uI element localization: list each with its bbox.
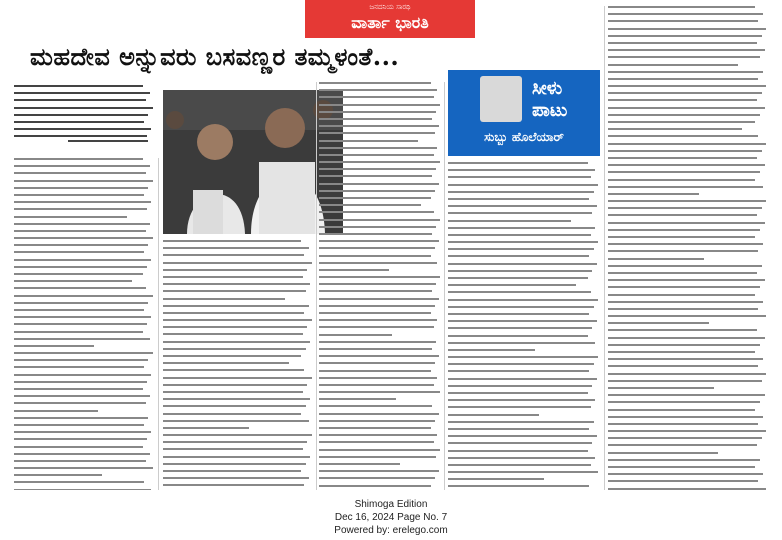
text-line — [608, 423, 758, 425]
text-line — [608, 358, 763, 360]
text-line — [319, 175, 432, 177]
text-line — [608, 150, 762, 152]
footer-powered: Powered by: erelego.com — [334, 525, 448, 536]
text-line — [448, 255, 589, 257]
text-line — [319, 384, 434, 386]
text-line — [608, 121, 755, 123]
text-line — [319, 413, 439, 415]
text-line — [608, 286, 760, 288]
text-line — [319, 420, 435, 422]
text-line — [448, 284, 576, 286]
text-line — [448, 342, 595, 344]
text-line — [319, 154, 434, 156]
text-line — [608, 315, 766, 317]
text-line — [608, 265, 762, 267]
text-line — [14, 165, 150, 167]
text-line — [319, 319, 437, 321]
text-line — [14, 395, 150, 397]
text-line — [448, 220, 571, 222]
text-line — [319, 348, 432, 350]
text-line — [448, 277, 588, 279]
text-line — [608, 444, 757, 446]
text-line — [608, 13, 763, 15]
text-line — [608, 135, 758, 137]
text-line — [14, 92, 150, 94]
text-line — [448, 478, 544, 480]
text-line — [319, 82, 431, 84]
text-line — [14, 201, 151, 203]
text-line — [448, 363, 594, 365]
text-line — [608, 214, 757, 216]
text-line — [448, 241, 598, 243]
text-line — [14, 187, 148, 189]
text-line — [608, 157, 757, 159]
text-line — [319, 370, 431, 372]
text-line — [608, 164, 765, 166]
column-author: ಸುಬ್ಬು ಹೊಲೆಯಾರ್ — [484, 130, 564, 144]
text-line — [448, 457, 595, 459]
text-line — [608, 35, 762, 37]
text-line — [14, 99, 146, 101]
text-line — [608, 380, 762, 382]
text-line — [14, 237, 153, 239]
text-line — [319, 219, 440, 221]
text-line — [608, 473, 763, 475]
text-line — [319, 262, 437, 264]
text-line — [608, 401, 760, 403]
text-line — [448, 335, 588, 337]
text-line — [448, 162, 588, 164]
text-line — [14, 107, 153, 109]
text-line — [14, 121, 144, 123]
text-line — [14, 287, 146, 289]
text-line — [163, 290, 306, 292]
text-line — [14, 402, 146, 404]
text-line — [319, 132, 435, 134]
text-line — [319, 118, 432, 120]
text-line — [163, 420, 309, 422]
text-line — [319, 477, 435, 479]
text-line — [319, 125, 439, 127]
text-line — [14, 180, 153, 182]
text-line — [448, 399, 595, 401]
text-line — [14, 388, 143, 390]
text-line — [14, 431, 151, 433]
text-line — [163, 298, 285, 300]
text-line — [163, 240, 301, 242]
text-line — [448, 291, 591, 293]
text-line — [608, 56, 760, 58]
text-line — [319, 240, 439, 242]
text-line — [608, 488, 766, 490]
text-line — [319, 441, 434, 443]
text-line — [14, 424, 144, 426]
text-line — [319, 326, 434, 328]
text-line — [14, 259, 151, 261]
footer-date-page: Dec 16, 2024 Page No. 7 — [334, 512, 448, 523]
text-line — [608, 6, 755, 8]
text-line — [319, 197, 431, 199]
text-line — [319, 355, 439, 357]
text-line — [14, 359, 148, 361]
text-line — [448, 176, 591, 178]
text-line — [608, 107, 765, 109]
text-line — [163, 456, 310, 458]
text-line — [448, 471, 598, 473]
text-line — [448, 370, 589, 372]
text-line — [448, 378, 597, 380]
text-line — [448, 263, 597, 265]
text-line — [14, 135, 147, 137]
article-headline: ಮಹದೇವ ಅನ್ನುವರು ಬಸವಣ್ಣರ ತಮ್ಮಳಂತೆ... — [30, 42, 400, 71]
column-logo — [448, 70, 600, 156]
text-line — [163, 384, 307, 386]
article-column-5 — [608, 6, 768, 490]
text-line — [448, 414, 539, 416]
text-line — [448, 306, 594, 308]
text-line — [448, 356, 598, 358]
text-line — [163, 369, 304, 371]
column-divider — [158, 158, 159, 490]
text-line — [608, 430, 766, 432]
text-line — [608, 294, 755, 296]
text-line — [448, 205, 597, 207]
text-line — [163, 319, 312, 321]
text-line — [448, 313, 589, 315]
text-line — [319, 183, 439, 185]
text-line — [608, 186, 763, 188]
text-line — [608, 49, 765, 51]
text-line — [14, 309, 144, 311]
text-line — [163, 405, 306, 407]
author-photo — [480, 76, 522, 122]
text-line — [608, 480, 758, 482]
text-line — [608, 344, 760, 346]
text-line — [608, 322, 709, 324]
text-line — [163, 391, 303, 393]
text-line — [448, 227, 595, 229]
text-line — [608, 71, 763, 73]
text-line — [608, 78, 758, 80]
text-line — [319, 140, 418, 142]
text-line — [319, 463, 400, 465]
text-line — [608, 466, 755, 468]
text-line — [608, 229, 760, 231]
text-line — [14, 345, 94, 347]
text-line — [448, 450, 588, 452]
text-line — [163, 470, 301, 472]
text-line — [319, 485, 431, 487]
text-line — [163, 276, 303, 278]
text-line — [448, 320, 597, 322]
text-line — [608, 28, 766, 30]
text-line — [163, 398, 310, 400]
text-line — [608, 416, 763, 418]
text-line — [608, 452, 718, 454]
text-line — [448, 234, 591, 236]
text-line — [448, 184, 598, 186]
text-line — [608, 114, 760, 116]
text-line — [319, 341, 436, 343]
text-line — [608, 92, 762, 94]
text-line — [14, 273, 143, 275]
text-line — [163, 247, 309, 249]
text-line — [608, 128, 742, 130]
masthead-subtitle: ಜನದನಿಯ ಸಾರಥಿ — [369, 3, 411, 11]
text-line — [608, 207, 762, 209]
text-line — [608, 258, 704, 260]
text-line — [448, 485, 589, 487]
text-line — [319, 398, 396, 400]
text-line — [319, 269, 389, 271]
text-line — [319, 334, 392, 336]
text-line — [608, 459, 760, 461]
text-line — [448, 248, 594, 250]
text-line — [319, 391, 440, 393]
text-line — [608, 329, 757, 331]
text-line — [319, 247, 435, 249]
text-line — [608, 409, 755, 411]
text-line — [448, 270, 592, 272]
text-line — [448, 212, 592, 214]
text-line — [319, 298, 439, 300]
text-line — [319, 255, 431, 257]
text-line — [14, 302, 148, 304]
text-line — [608, 337, 765, 339]
text-line — [163, 312, 304, 314]
text-line — [14, 295, 153, 297]
text-line — [608, 20, 758, 22]
text-line — [448, 421, 594, 423]
text-line — [14, 489, 151, 490]
text-line — [319, 147, 437, 149]
text-line — [319, 276, 440, 278]
text-line — [319, 305, 435, 307]
text-line — [448, 349, 535, 351]
text-line — [14, 446, 143, 448]
text-line — [163, 283, 310, 285]
text-line — [14, 323, 147, 325]
text-line — [14, 331, 143, 333]
text-line — [14, 410, 98, 412]
text-line — [319, 161, 440, 163]
text-line — [608, 373, 766, 375]
text-line — [448, 169, 595, 171]
text-line — [163, 254, 304, 256]
text-line — [14, 128, 151, 130]
column-divider — [604, 6, 605, 490]
text-line — [608, 179, 755, 181]
text-line — [163, 305, 309, 307]
text-line — [608, 308, 758, 310]
text-line — [319, 362, 435, 364]
text-line — [163, 434, 312, 436]
page-footer — [0, 498, 782, 537]
text-line — [608, 171, 760, 173]
column-title: ಸೀಳು ಪಾಟು — [532, 78, 568, 121]
text-line — [14, 338, 150, 340]
text-line — [608, 64, 738, 66]
masthead-title: ವಾರ್ತಾ ಭಾರತಿ — [351, 13, 429, 32]
text-line — [319, 405, 432, 407]
text-line — [163, 484, 304, 486]
text-line — [319, 456, 436, 458]
text-line — [163, 448, 303, 450]
text-line — [608, 301, 763, 303]
text-line — [319, 190, 435, 192]
text-line — [14, 316, 151, 318]
text-line — [319, 312, 431, 314]
column-divider — [444, 82, 445, 490]
text-line — [319, 111, 436, 113]
text-line — [319, 211, 434, 213]
footer-edition: Shimoga Edition — [354, 499, 428, 510]
article-column-2 — [163, 240, 313, 490]
text-line — [163, 341, 310, 343]
text-line — [163, 333, 303, 335]
text-line — [14, 251, 144, 253]
text-line — [163, 477, 309, 479]
text-line — [448, 385, 592, 387]
article-column-1 — [14, 158, 154, 490]
text-line — [608, 85, 766, 87]
text-line — [448, 442, 592, 444]
text-line — [608, 200, 766, 202]
text-line — [14, 114, 148, 116]
text-line — [608, 193, 699, 195]
text-line — [163, 463, 306, 465]
text-line — [14, 172, 146, 174]
text-line — [319, 226, 436, 228]
text-line — [163, 413, 301, 415]
text-line — [319, 290, 432, 292]
text-line — [319, 204, 421, 206]
text-line — [608, 236, 755, 238]
text-line — [14, 266, 147, 268]
text-line — [14, 453, 150, 455]
text-line — [608, 222, 765, 224]
text-line — [608, 250, 758, 252]
text-line — [448, 327, 592, 329]
text-line — [319, 283, 436, 285]
article-column-3 — [319, 82, 441, 490]
text-line — [319, 427, 431, 429]
text-line — [608, 387, 714, 389]
text-line — [448, 428, 589, 430]
text-line — [163, 427, 249, 429]
text-line — [448, 198, 589, 200]
masthead — [305, 0, 475, 38]
text-line — [14, 158, 143, 160]
text-line — [608, 394, 765, 396]
text-line — [448, 191, 594, 193]
text-line — [163, 269, 307, 271]
column-divider — [316, 82, 317, 490]
text-line — [14, 230, 146, 232]
text-line — [14, 460, 146, 462]
text-line — [14, 223, 150, 225]
text-line — [163, 326, 307, 328]
text-line — [14, 474, 102, 476]
article-column-4 — [448, 162, 600, 490]
text-line — [14, 481, 144, 483]
text-line — [14, 467, 153, 469]
text-line — [163, 377, 312, 379]
text-line — [448, 299, 598, 301]
text-line — [14, 194, 144, 196]
text-line — [14, 352, 153, 354]
text-line — [608, 365, 758, 367]
text-line — [448, 392, 588, 394]
text-line — [608, 279, 765, 281]
text-line — [319, 233, 432, 235]
text-line — [14, 417, 148, 419]
text-line — [608, 272, 757, 274]
text-line — [14, 374, 151, 376]
text-line — [319, 377, 437, 379]
text-line — [319, 434, 437, 436]
text-line — [14, 381, 147, 383]
text-line — [608, 351, 755, 353]
text-line — [319, 89, 437, 91]
text-line — [319, 168, 436, 170]
text-line — [14, 438, 147, 440]
intro-signoff — [68, 140, 148, 142]
text-line — [14, 366, 144, 368]
text-line — [608, 143, 766, 145]
text-line — [448, 406, 591, 408]
text-line — [163, 355, 301, 357]
text-line — [319, 449, 440, 451]
text-line — [14, 85, 143, 87]
text-line — [163, 262, 312, 264]
text-line — [448, 435, 597, 437]
text-line — [163, 348, 306, 350]
text-line — [608, 99, 757, 101]
text-line — [608, 243, 763, 245]
text-line — [608, 42, 757, 44]
text-line — [14, 244, 148, 246]
text-line — [163, 362, 289, 364]
text-line — [14, 208, 147, 210]
text-line — [319, 104, 440, 106]
text-line — [14, 280, 132, 282]
text-line — [14, 216, 127, 218]
text-line — [448, 464, 591, 466]
text-line — [319, 96, 434, 98]
text-line — [163, 441, 307, 443]
text-line — [608, 437, 762, 439]
text-line — [319, 470, 439, 472]
